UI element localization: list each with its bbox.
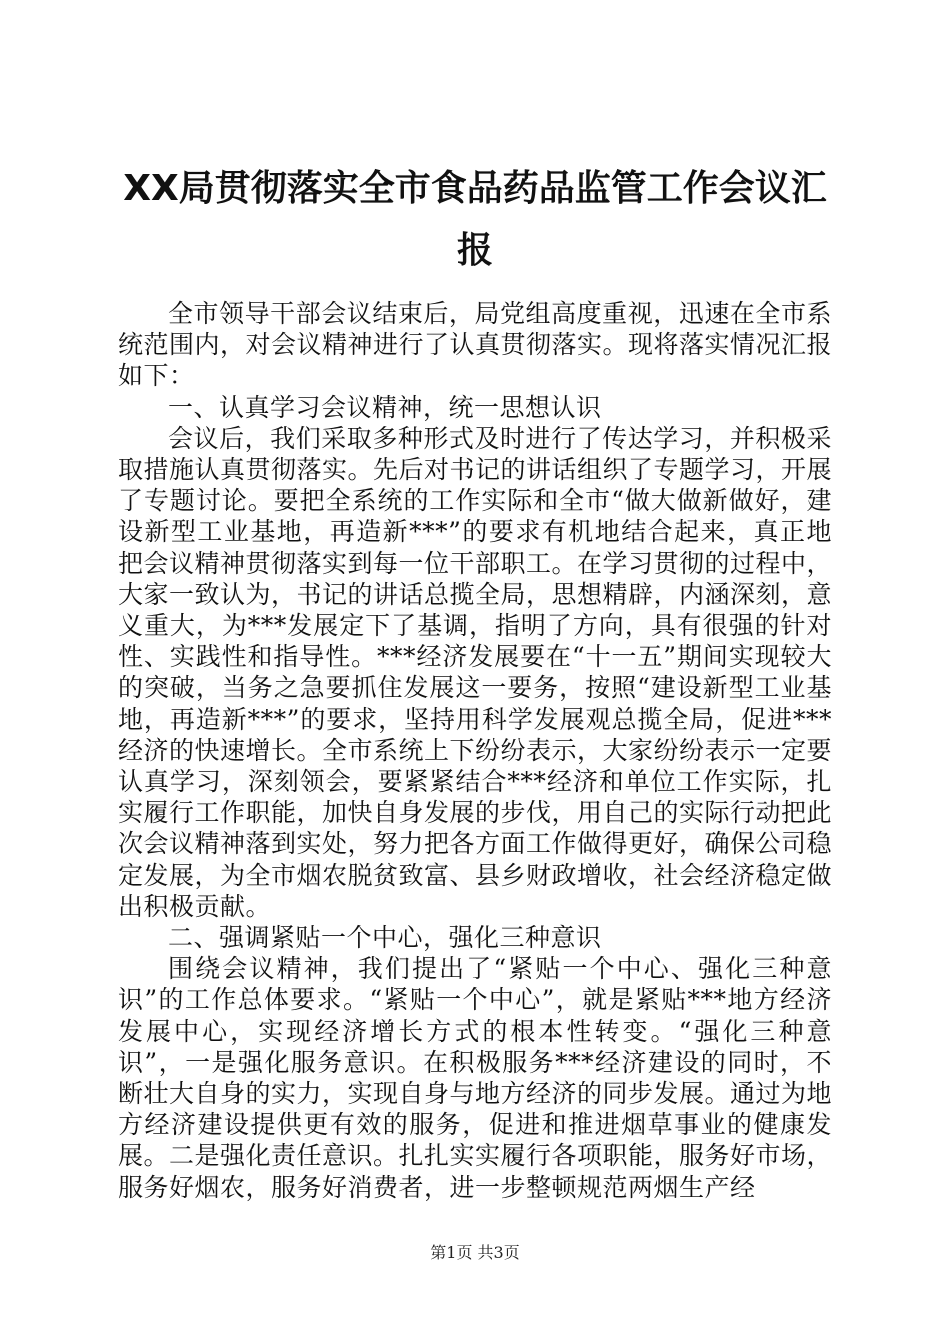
- page-footer: 第1页 共3页: [430, 1243, 520, 1262]
- body-paragraph: 全市领导干部会议结束后，局党组高度重视，迅速在全市系统范围内，对会议精神进行了认真贯彻落实。现将落实情况汇报如下：: [118, 299, 833, 391]
- body-paragraph: 会议后，我们采取多种形式及时进行了传达学习，并积极采取措施认真贯彻落实。先后对书记的讲话组织了专题学习，开展了专题讨论。要把全系统的工作实际和全市“做大做新做好，建设新型工业基地，再造新***”的要求有机地结合起来，真正地把会议精神贯彻落实到每一位干部职工。在学习贯彻的过程中，大家一致认为，书记的讲话总揽全局，思想精辟，内涵深刻，意义重大，为***发展定下了基调，指明了方向，具有很强的针对性、实践性和指导性。***经济发展要在“十一五”期间实现较大的突破，当务之急要抓住发展这一要务，按照“建设新型工业基地，再造新***”的要求，坚持用科学发展观总揽全局，促进***经济的快速增长。全市系统上下纷纷表示，大家纷纷表示一定要认真学习，深刻领会，要紧紧结合***经济和单位工作实际，扎实履行工作职能，加快自身发展的步伐，用自己的实际行动把此次会议精神落到实处，努力把各方面工作做得更好，确保公司稳定发展，为全市烟农脱贫致富、县乡财政增收，社会经济稳定做出积极贡献。: [118, 423, 833, 921]
- section-heading: 二、强调紧贴一个中心，强化三种意识: [168, 923, 602, 953]
- document-title: XX局贯彻落实全市食品药品监管工作会议汇报: [123, 168, 827, 271]
- section-heading: 一、认真学习会议精神，统一思想认识: [168, 392, 602, 422]
- body-paragraph: 围绕会议精神，我们提出了“紧贴一个中心、强化三种意识”的工作总体要求。“紧贴一个中心”，就是紧贴***地方经济发展中心，实现经济增长方式的根本性转变。“强化三种意识”，一是强化服务意识。在积极服务***经济建设的同时，不断壮大自身的实力，实现自身与地方经济的同步发展。通过为地方经济建设提供更有效的服务，促进和推进烟草事业的健康发展。二是强化责任意识。扎扎实实履行各项职能，服务好市场，服务好烟农，服务好消费者，进一步整顿规范两烟生产经: [118, 954, 833, 1202]
- document-body: [118, 298, 832, 1203]
